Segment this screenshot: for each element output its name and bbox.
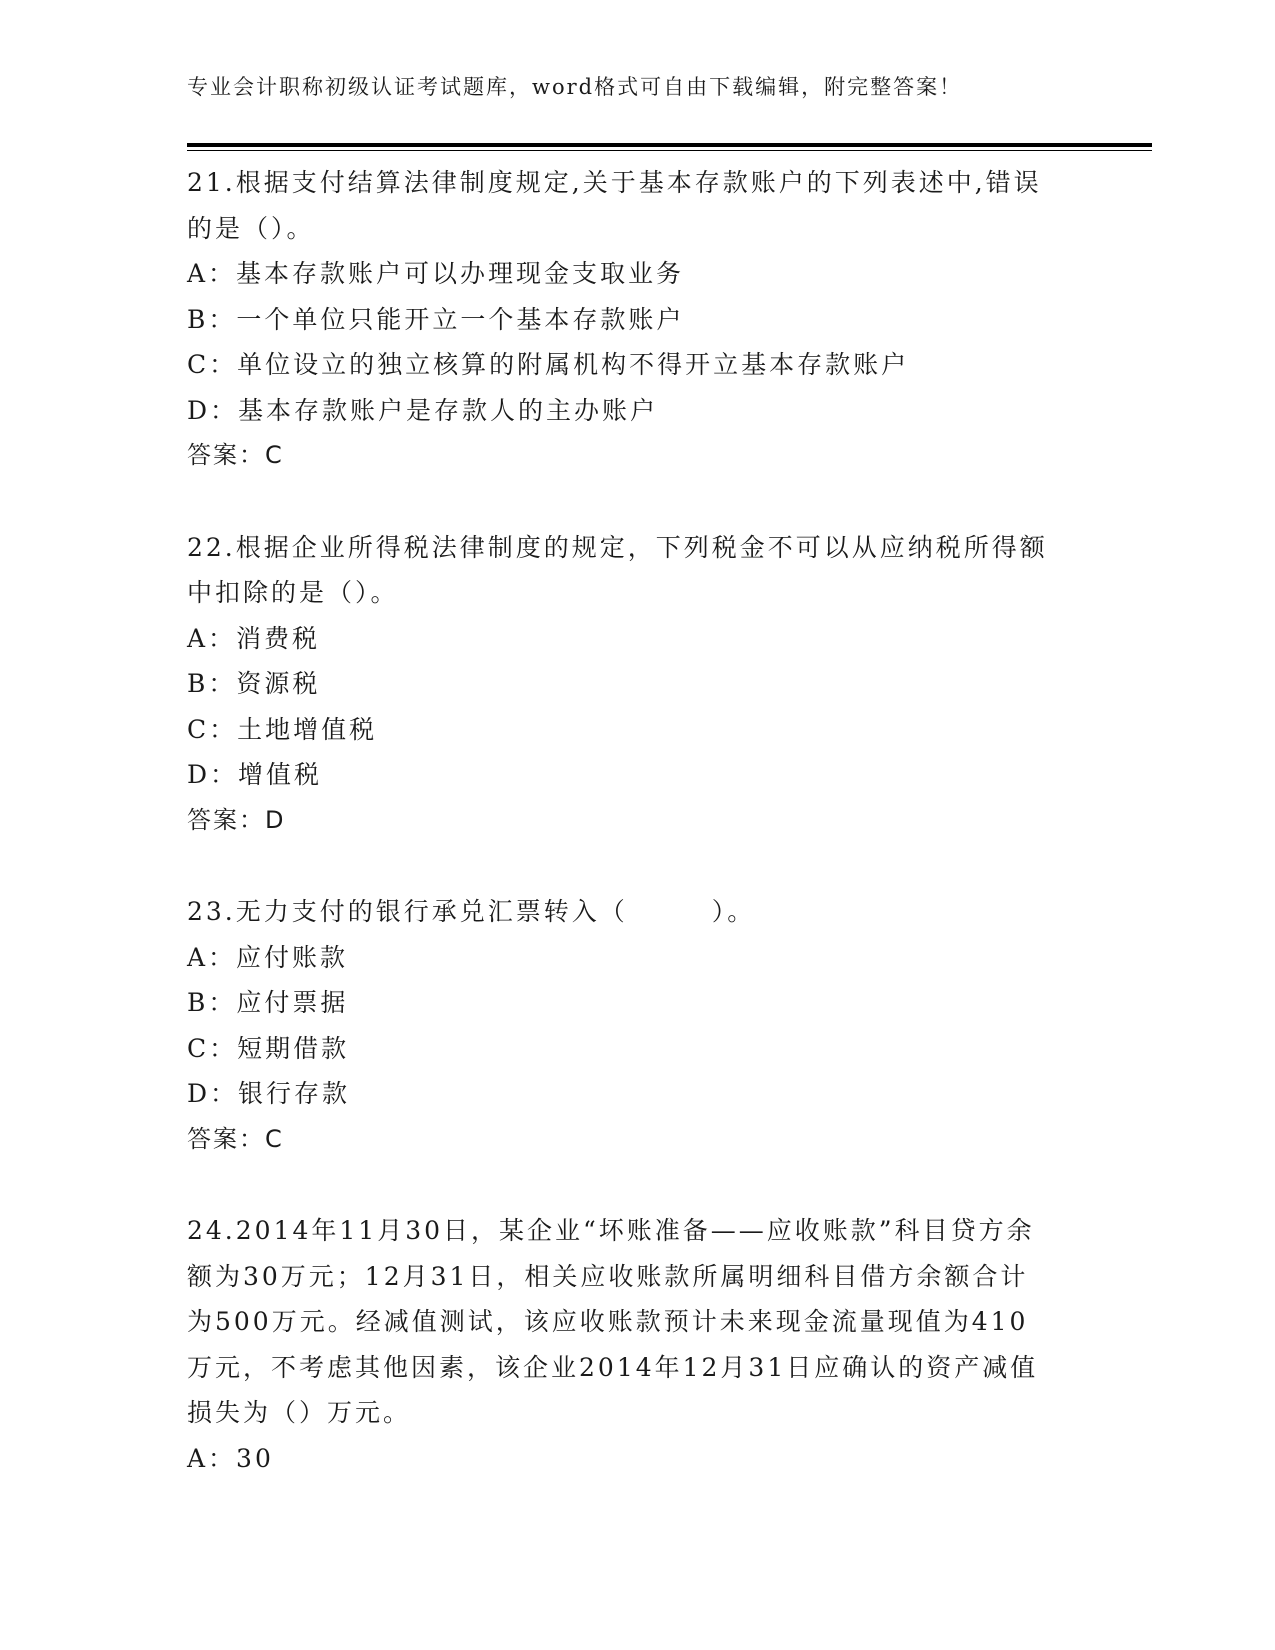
option-c: C：短期借款 <box>187 1033 350 1063</box>
option-d: D：增值税 <box>187 760 323 789</box>
question-stem-line: 21.根据支付结算法律制度规定,关于基本存款账户的下列表述中,错误 <box>187 168 1042 197</box>
option-b: B：应付票据 <box>187 988 349 1017</box>
question-24 <box>187 1208 1087 1481</box>
question-stem-line: 23.无力支付的银行承兑汇票转入（ ）。 <box>187 897 756 926</box>
question-stem-line: 中扣除的是（）。 <box>187 578 399 607</box>
question-21 <box>187 160 1087 479</box>
question-stem-line: 额为30万元；12月31日，相关应收账款所属明细科目借方余额合计 <box>187 1261 1029 1291</box>
option-b: B：资源税 <box>187 669 321 698</box>
option-a: A：基本存款账户可以办理现金支取业务 <box>187 259 685 288</box>
header-rule-thick <box>187 143 1152 147</box>
question-stem-line: 损失为（）万元。 <box>187 1398 412 1427</box>
question-stem-line: 为500万元。经减值测试，该应收账款预计未来现金流量现值为410 <box>187 1307 1029 1336</box>
option-b: B：一个单位只能开立一个基本存款账户 <box>187 304 685 334</box>
question-stem-line: 万元，不考虑其他因素，该企业2014年12月31日应确认的资产减值 <box>187 1352 1039 1382</box>
option-c: C：土地增值税 <box>187 714 378 744</box>
option-a: A：应付账款 <box>187 942 349 972</box>
option-d: D：银行存款 <box>187 1079 351 1108</box>
option-a: A：30 <box>187 1443 274 1473</box>
option-c: C：单位设立的独立核算的附属机构不得开立基本存款账户 <box>187 350 910 379</box>
header-rule-thin <box>187 150 1152 151</box>
question-list <box>187 160 1087 1527</box>
option-d: D：基本存款账户是存款人的主办账户 <box>187 395 659 425</box>
question-23 <box>187 889 1087 1162</box>
question-stem-line: 22.根据企业所得税法律制度的规定，下列税金不可以从应纳税所得额 <box>187 532 1048 562</box>
question-stem-line: 的是（）。 <box>187 213 315 243</box>
answer: 答案：C <box>187 1124 284 1153</box>
question-22 <box>187 525 1087 844</box>
question-stem-line: 24.2014年11月30日，某企业“坏账准备——应收账款”科目贷方余 <box>187 1216 1035 1245</box>
answer: 答案：D <box>187 805 286 834</box>
option-a: A：消费税 <box>187 623 321 653</box>
page-header: 专业会计职称初级认证考试题库，word格式可自由下载编辑，附完整答案！ <box>187 75 963 99</box>
answer: 答案：C <box>187 441 284 469</box>
